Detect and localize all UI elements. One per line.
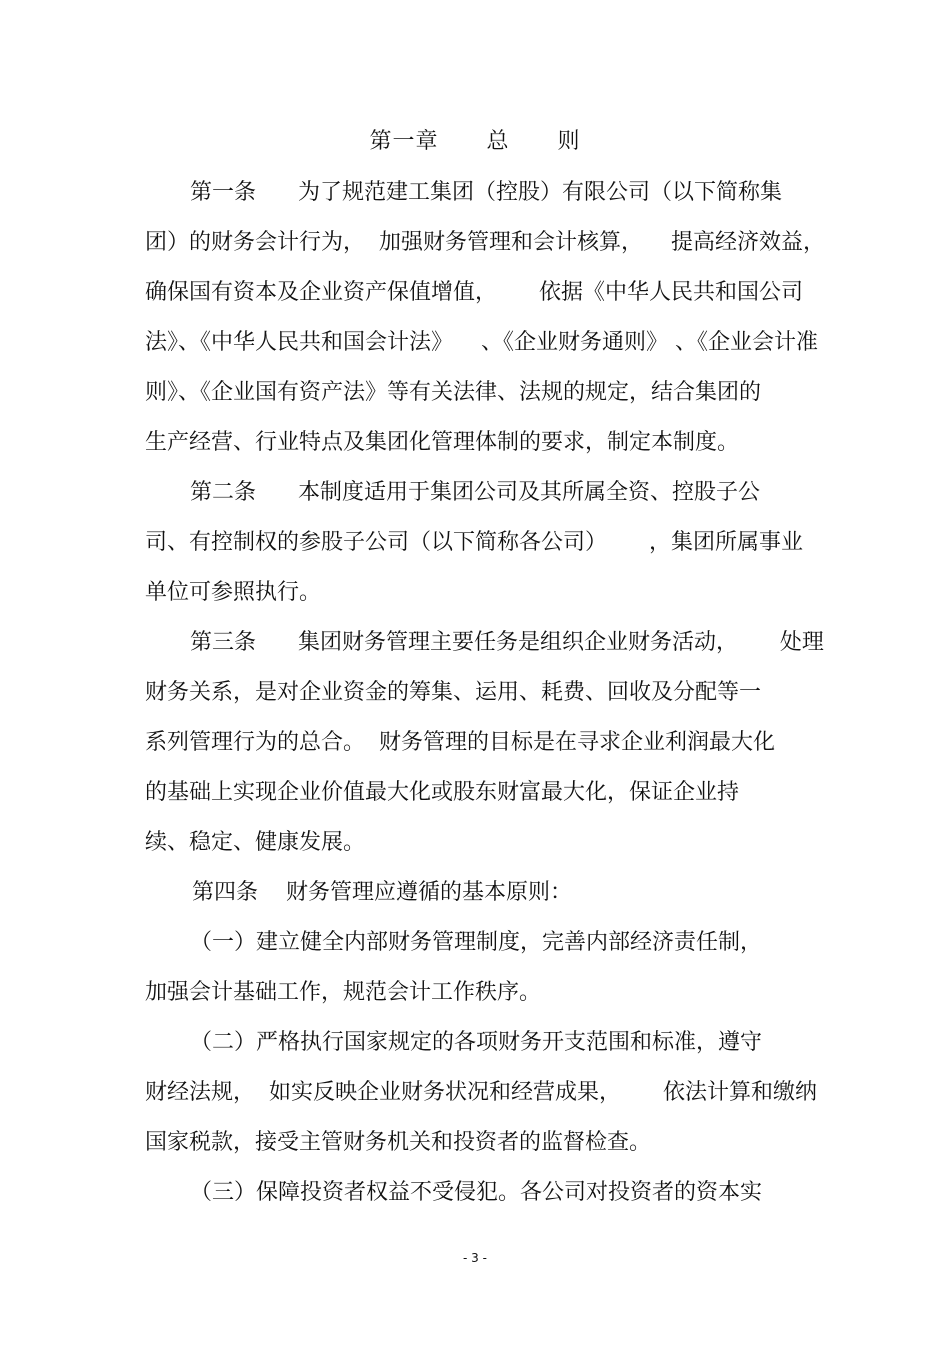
article-3-line-4: 的基础上实现企业价值最大化或股东财富最大化，保证企业持 (145, 780, 740, 805)
article-1-line-1: 第一条 为了规范建工集团（控股）有限公司（以下简称集 (190, 180, 782, 205)
article-1-line-6: 生产经营、行业特点及集团化管理体制的要求，制定本制度。 (145, 430, 740, 455)
chapter-title: 第一章 总 则 (369, 129, 581, 154)
article-4-item-2-line-3: 国家税款，接受主管财务机关和投资者的监督检查。 (145, 1130, 652, 1155)
article-1-line-4: 法》、《中华人民共和国会计法》 、《企业财务通则》 、《企业会计准 (145, 330, 818, 355)
article-4-heading: 第四条 财务管理应遵循的基本原则： (192, 880, 572, 905)
article-4-item-2-line-1: （二）严格执行国家规定的各项财务开支范围和标准，遵守 (190, 1030, 763, 1055)
article-2-line-2: 司、有控制权的参股子公司（以下简称各公司） ，集团所属事业 (145, 530, 803, 555)
article-4-item-1-line-2: 加强会计基础工作，规范会计工作秩序。 (145, 980, 542, 1005)
article-1-line-5: 则》、《企业国有资产法》等有关法律、法规的规定，结合集团的 (145, 380, 762, 405)
article-3-line-2: 财务关系，是对企业资金的筹集、运用、耗费、回收及分配等一 (145, 680, 762, 705)
article-2-line-1: 第二条 本制度适用于集团公司及其所属全资、控股子公 (190, 480, 760, 505)
article-4-item-3-line-1: （三）保障投资者权益不受侵犯。各公司对投资者的资本实 (190, 1180, 763, 1205)
article-3-line-3: 系列管理行为的总合。 财务管理的目标是在寻求企业利润最大化 (145, 730, 775, 755)
article-4-item-1-line-1: （一）建立健全内部财务管理制度，完善内部经济责任制， (190, 930, 763, 955)
page-number: - 3 - (463, 1251, 487, 1265)
article-3-line-5: 续、稳定、健康发展。 (145, 830, 366, 855)
article-1-line-2: 团）的财务会计行为， 加强财务管理和会计核算， 提高经济效益， (145, 230, 825, 255)
article-3-line-1: 第三条 集团财务管理主要任务是组织企业财务活动， 处理 (190, 630, 824, 655)
article-1-line-3: 确保国有资本及企业资产保值增值， 依据《中华人民共和国公司 (145, 280, 803, 305)
article-4-item-2-line-2: 财经法规， 如实反映企业财务状况和经营成果， 依法计算和缴纳 (145, 1080, 817, 1105)
article-2-line-3: 单位可参照执行。 (145, 580, 322, 605)
